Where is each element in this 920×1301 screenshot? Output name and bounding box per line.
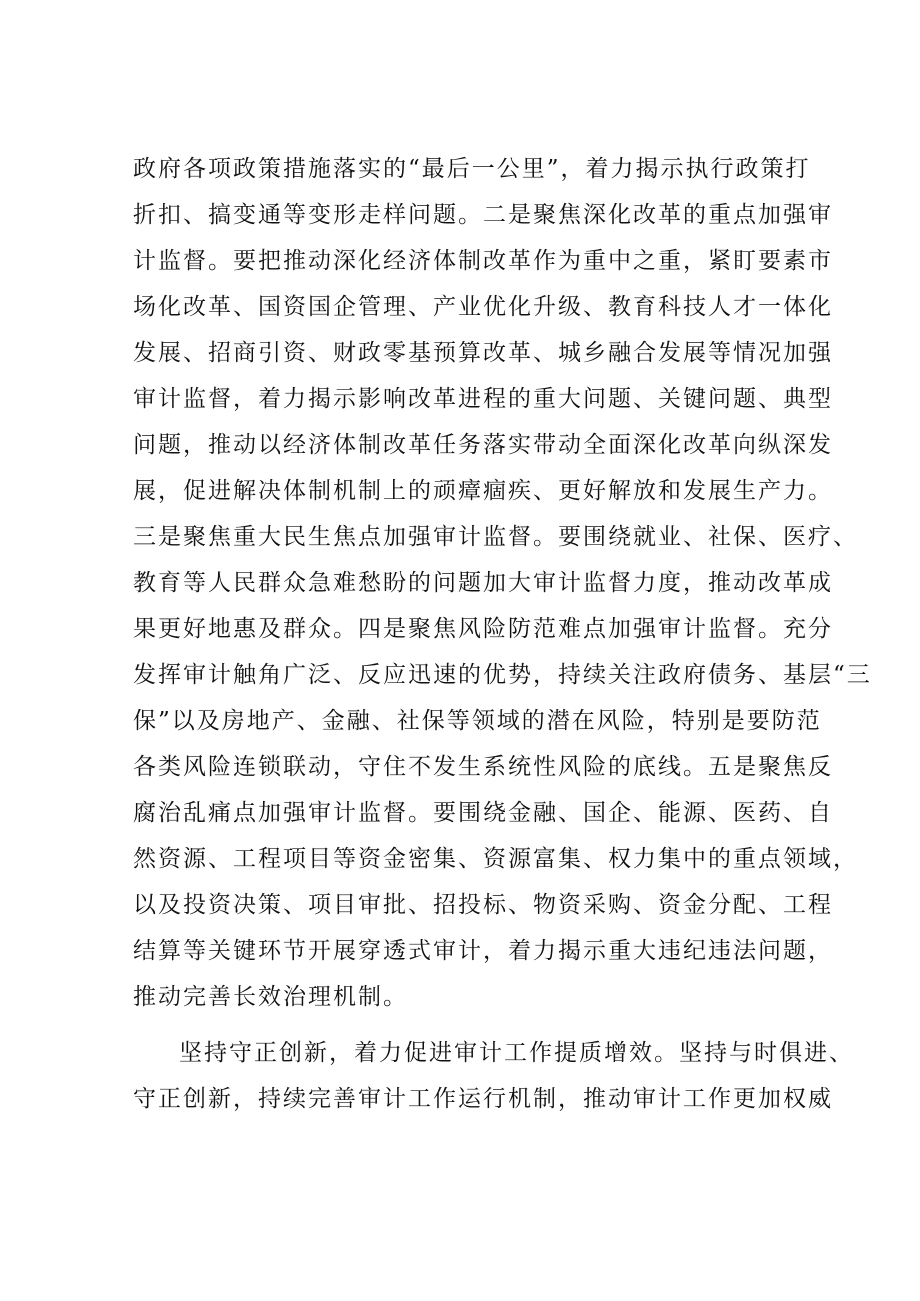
text-line: 各类风险连锁联动，守住不发生系统性风险的底线。五是聚焦反 <box>133 754 833 780</box>
text-line: 然资源、工程项目等资金密集、资源富集、权力集中的重点领域， <box>133 846 858 872</box>
text-line: 推动完善长效治理机制。 <box>133 984 408 1010</box>
paragraph-spacer <box>133 1020 793 1030</box>
text-line: 发展、招商引资、财政零基预算改革、城乡融合发展等情况加强 <box>133 340 833 366</box>
text-line: 三是聚焦重大民生焦点加强审计监督。要围绕就业、社保、医疗、 <box>133 524 858 550</box>
body-text <box>133 146 872 1122</box>
text-line: 计监督。要把推动深化经济体制改革作为重中之重，紧盯要素市 <box>133 248 833 274</box>
text-line: 政府各项政策措施落实的“最后一公里”，着力揭示执行政策打 <box>133 156 811 182</box>
text-line: 以及投资决策、项目审批、招投标、物资采购、资金分配、工程 <box>133 892 833 918</box>
text-line: 问题，推动以经济体制改革任务落实带动全面深化改革向纵深发 <box>133 432 833 458</box>
text-line: 审计监督，着力揭示影响改革进程的重大问题、关键问题、典型 <box>133 386 833 412</box>
text-line: 场化改革、国资国企管理、产业优化升级、教育科技人才一体化 <box>133 294 833 320</box>
text-line: 折扣、搞变通等变形走样问题。二是聚焦深化改革的重点加强审 <box>133 202 833 228</box>
paragraph <box>133 1030 854 1122</box>
text-line: 果更好地惠及群众。四是聚焦风险防范难点加强审计监督。充分 <box>133 616 833 642</box>
text-line: 展，促进解决体制机制上的顽瘴痼疾、更好解放和发展生产力。 <box>133 478 833 504</box>
text-line: 守正创新，持续完善审计工作运行机制，推动审计工作更加权威 <box>133 1086 833 1112</box>
text-line: 发挥审计触角广泛、反应迅速的优势，持续关注政府债务、基层“三 <box>133 662 872 688</box>
text-line: 腐治乱痛点加强审计监督。要围绕金融、国企、能源、医药、自 <box>133 800 833 826</box>
text-line: 坚持守正创新，着力促进审计工作提质增效。坚持与时俱进、 <box>179 1040 854 1066</box>
paragraph <box>133 146 872 1020</box>
text-line: 保”以及房地产、金融、社保等领域的潜在风险，特别是要防范 <box>133 708 822 734</box>
text-line: 结算等关键环节开展穿透式审计，着力揭示重大违纪违法问题， <box>133 938 833 964</box>
text-line: 教育等人民群众急难愁盼的问题加大审计监督力度，推动改革成 <box>133 570 833 596</box>
